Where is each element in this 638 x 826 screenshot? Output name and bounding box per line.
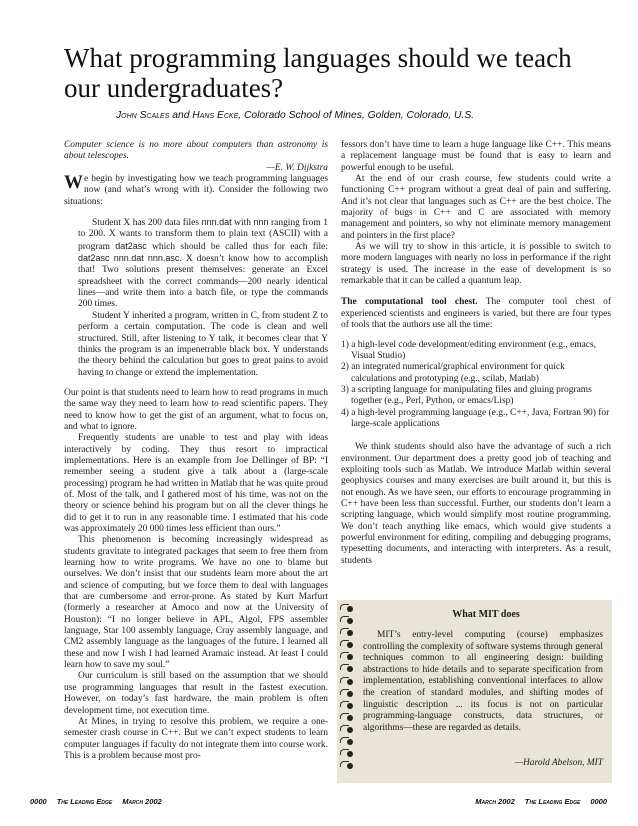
footer-right xyxy=(475,797,607,806)
situation-x-text: with xyxy=(231,218,254,229)
page-number: 0000 xyxy=(30,797,47,806)
journal-name: The Leading Edge xyxy=(524,797,581,806)
sidebar-box xyxy=(337,600,612,783)
page-number: 0000 xyxy=(590,797,607,806)
situation-x xyxy=(78,217,328,311)
code-snippet: dat2asc xyxy=(115,240,147,251)
issue-date: March 2002 xyxy=(475,797,515,806)
footer-left xyxy=(30,797,162,806)
situations-block xyxy=(78,217,328,379)
situation-x-text: Student X has 200 data files xyxy=(92,218,202,229)
section-heading: The computational tool chest. xyxy=(341,297,478,308)
epigraph-attribution: —E. W. Dijkstra xyxy=(266,162,328,173)
body-paragraph: Our point is that students need to learn how to read programs in much the same way they need to learn how to read scientific papers. They need to know how to get the gist of an argument, what to focus on, and what to ignore. xyxy=(64,387,328,432)
code-snippet: nnn xyxy=(253,217,269,228)
body-paragraph: fessors don’t have time to learn a huge language like C++. This means a replacement language must be found that is easy to learn and powerful enough to be useful. xyxy=(341,140,611,173)
situation-y: Student Y inherited a program, written in C, from student Z to perform a certain computation. The code is clean and well structured. Still, after listening to Y talk, it becomes clear that Y thinks the program is an impenetrable black box. Y understands the theory behind the calculation but goes to great pains to avoid having to change or extend the implementation. xyxy=(78,310,328,378)
sidebar-attribution: —Harold Abelson, MIT xyxy=(514,758,603,768)
spiral-binding-icon xyxy=(341,606,355,778)
right-column xyxy=(341,140,611,567)
intro-paragraph xyxy=(64,174,328,208)
situation-x-text: ranging from 1 to 200. X wants to transform them to plain text (ASCII) with a program xyxy=(78,218,328,252)
affiliation: , Colorado School of Mines, Golden, Colorado, U.S. xyxy=(238,110,475,121)
situation-x-text: . X doesn’t know how to accomplish that! Two solutions present themselves: generate an Excel spreadsheet with the correct commands—200 nearly identical lines—and write them into a batch file, or type the commands 200 times. xyxy=(78,254,328,310)
code-snippet: dat2asc nnn.dat nnn.asc xyxy=(78,253,180,264)
list-item: 3) a scripting language for manipulating files and gluing programs together (e.g., Perl, Python, or emacs/Lisp) xyxy=(341,384,592,407)
list-item: 4) a high-level programming language (e.g., C++, Java, Fortran 90) for large-scale applications xyxy=(341,407,610,429)
situation-x-text: which should be called thus for each file: xyxy=(146,241,328,252)
body-paragraph: We think students should also have the advantage of such a rich environment. Our department does a pretty good job of teaching and exploiting tools such as Matlab. We introduce Matlab within several geophysics courses and many exercises are built around it, but this is not enough. As we have seen, our efforts to encourage programming in C++ have been less than successful. Further, our students don’t learn a scripting language, which would simplify most routine programming. We don’t teach anything like emacs, which would give students a powerful environment for editing, compiling and debugging programs, typesetting documents, and interacting with interpreters. As a result, students xyxy=(341,442,611,566)
list-item: 1) a high-level code development/editing environment (e.g., emacs, Visual Studio) xyxy=(341,339,596,361)
drop-cap: W xyxy=(64,172,83,194)
list-item: 2) an integrated numerical/graphical environment for quick calculations and prototyping (e.g., scilab, Matlab) xyxy=(341,362,565,384)
byline-and: and xyxy=(169,110,193,121)
author-1: John Scales xyxy=(116,110,170,121)
issue-date: March 2002 xyxy=(122,797,162,806)
body-paragraph: As we will try to show in this article, it is possible to switch to more modern languages with nearly no loss in performance if the right strategy is used. The increase in the ease of development is so remarkable that it can be called a quantum leap. xyxy=(341,242,611,287)
section-paragraph xyxy=(341,297,611,331)
intro-text: e begin by investigating how we teach programming languages now (and what’s wrong with it). Consider the following two situations: xyxy=(64,174,328,207)
section-text: The computer tool chest of experienced scientists and engineers is varied, but there are four types of tools that the authors use all the time: xyxy=(341,297,612,331)
journal-name: The Leading Edge xyxy=(56,797,113,806)
body-paragraph: At the end of our crash course, few students could write a functioning C++ program without a great deal of pain and suffering. And it’s not clear that languages such as C++ are the best choice. The majority of bugs in C++ and C are associated with memory management and pointers, so why not eliminate memory management and pointers in the first place? xyxy=(341,174,611,241)
article-title: What programming languages should we teach our undergraduates? xyxy=(64,43,572,103)
author-2: Hans Ecke xyxy=(192,110,239,121)
epigraph-text: Computer science is no more about computers than astronomy is about telescopes. xyxy=(64,140,328,162)
body-paragraph: At Mines, in trying to resolve this problem, we require a one-semester crash course in C++. But we can’t expect students to learn computer languages if faculty do not integrate them into course work. This is a problem because most pro- xyxy=(64,716,328,761)
sidebar-title: What MIT does xyxy=(452,609,520,620)
body-paragraph: Our curriculum is still based on the assumption that we should use programming languages that result in the fastest execution. However, on today’s fast hardware, the main problem is often development time, not execution time. xyxy=(64,671,328,716)
tool-list xyxy=(341,340,611,431)
left-column xyxy=(64,140,328,762)
code-snippet: nnn.dat xyxy=(201,217,232,228)
body-paragraph: Frequently students are unable to test and play with ideas interactively by coding. They thus resort to impractical implementations. Here is an example from Joe Dellinger of BP: “I remember seeing a student give a talk about a (large-scale processing) program he had written in Matlab that he was quite proud of. Most of the talk, and I gathered most of his time, was not on the theory or science behind his program but on all the clever things he did to get it to run in any reasonable time. I estimated that his code was approximately 20 000 times less efficient than ours.” xyxy=(64,433,328,534)
byline xyxy=(116,110,596,122)
sidebar-body: MIT’s entry-level computing (course) emphasizes controlling the complexity of software systems through general techniques common to all engineering design: building abstractions to hide details and to separate specification from implementation, establishing conventional interfaces to allow the creation of standard modules, and shifting modes of linguistic description ... its focus is not on particular programming-language constructs, data structures, or algorithms—these are regarded as details. xyxy=(363,630,603,733)
body-paragraph: This phenomenon is becoming increasingly widespread as students gravitate to integrated packages that seem to free them from learning how to write programs. We have no one to blame but ourselves. We don’t insist that our students learn more about the art and science of computing, but we force them to deal with languages that are cumbersome and error-prone. As stated by Kurt Marfurt (formerly a researcher at Amoco and now at the University of Houston): “I no longer believe in APL, Algol, FPS assembler language, Star 100 assembly language, Cray assembly language, and CM2 assembly language as the languages of the future. I learned all these and now I wish I had learned Aramaic instead. At least I could learn how to save my soul.” xyxy=(64,535,328,671)
